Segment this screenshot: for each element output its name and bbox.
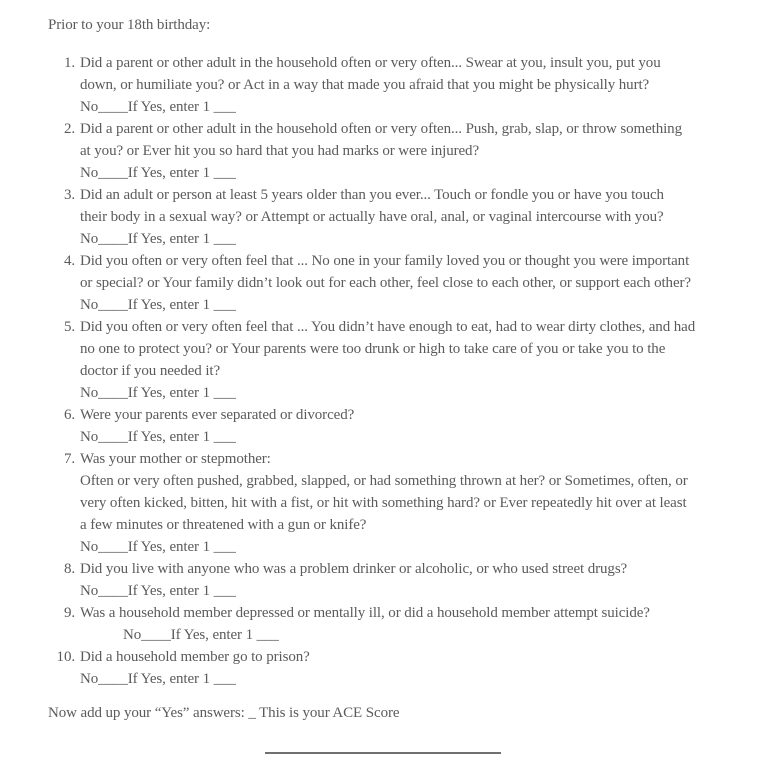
answer-line: No____If Yes, enter 1 ___ — [80, 539, 236, 555]
question-item — [48, 316, 761, 404]
question-item — [48, 184, 761, 250]
question-number: 9. — [63, 605, 75, 621]
question-body — [80, 448, 761, 558]
question-text-line: a few minutes or threatened with a gun or knife? — [80, 517, 367, 533]
question-item — [48, 118, 761, 184]
question-text-line: their body in a sexual way? or Attempt or actually have oral, anal, or vaginal intercourse with you? — [80, 209, 664, 225]
question-body — [80, 602, 761, 646]
question-body — [80, 250, 761, 316]
question-text-line: Often or very often pushed, grabbed, slapped, or had something thrown at her? or Sometimes, often, or — [80, 473, 688, 489]
question-item — [48, 52, 761, 118]
question-text-line: Did a household member go to prison? — [80, 649, 310, 665]
question-number: 2. — [63, 121, 75, 137]
question-text-line: Was a household member depressed or mentally ill, or did a household member attempt suicide? — [80, 605, 650, 621]
question-text-line: Did a parent or other adult in the household often or very often... Swear at you, insult you, put you — [80, 55, 661, 71]
question-text-line: at you? or Ever hit you so hard that you had marks or were injured? — [80, 143, 480, 159]
question-item — [48, 602, 761, 646]
question-text-line: very often kicked, bitten, hit with a fist, or hit with something hard? or Ever repeatedly hit over at least — [80, 495, 687, 511]
question-body — [80, 646, 761, 690]
question-number: 6. — [63, 407, 75, 423]
question-body — [80, 118, 761, 184]
question-item — [48, 250, 761, 316]
question-text-line: or special? or Your family didn’t look out for each other, feel close to each other, or support each other? — [80, 275, 691, 291]
question-text-line: Did a parent or other adult in the household often or very often... Push, grab, slap, or throw something — [80, 121, 682, 137]
question-item — [48, 404, 761, 448]
question-body — [80, 316, 761, 404]
question-text-line: Did you live with anyone who was a problem drinker or alcoholic, or who used street drugs? — [80, 561, 628, 577]
answer-line: No____If Yes, enter 1 ___ — [80, 385, 236, 401]
answer-line: No____If Yes, enter 1 ___ — [80, 297, 236, 313]
question-number: 4. — [63, 253, 75, 269]
answer-line: No____If Yes, enter 1 ___ — [80, 231, 236, 247]
ace-score-underline — [265, 752, 501, 754]
question-number: 10. — [56, 649, 75, 665]
answer-line: No____If Yes, enter 1 ___ — [80, 429, 236, 445]
question-item — [48, 448, 761, 558]
question-body — [80, 184, 761, 250]
question-number: 1. — [63, 55, 75, 71]
question-body — [80, 404, 761, 448]
questions-list — [48, 52, 761, 690]
question-text-line: down, or humiliate you? or Act in a way that made you afraid that you might be physically hurt? — [80, 77, 650, 93]
question-text-line: Was your mother or stepmother: — [80, 451, 271, 467]
page-title: Prior to your 18th birthday: — [48, 17, 211, 33]
answer-line: No____If Yes, enter 1 ___ — [80, 583, 236, 599]
question-item — [48, 646, 761, 690]
question-number: 5. — [63, 319, 75, 335]
question-text-line: Did an adult or person at least 5 years older than you ever... Touch or fondle you or have you touch — [80, 187, 664, 203]
answer-line: No____If Yes, enter 1 ___ — [80, 99, 236, 115]
question-text-line: Did you often or very often feel that ... You didn’t have enough to eat, had to wear dirty clothes, and had — [80, 319, 696, 335]
question-number: 8. — [63, 561, 75, 577]
question-item — [48, 558, 761, 602]
answer-line: No____If Yes, enter 1 ___ — [80, 165, 236, 181]
answer-line: No____If Yes, enter 1 ___ — [80, 671, 236, 687]
question-text-line: Were your parents ever separated or divorced? — [80, 407, 355, 423]
question-number: 3. — [63, 187, 75, 203]
question-text-line: no one to protect you? or Your parents were too drunk or high to take care of you or take you to the — [80, 341, 666, 357]
answer-line: No____If Yes, enter 1 ___ — [123, 627, 279, 643]
question-body — [80, 558, 761, 602]
question-body — [80, 52, 761, 118]
question-number: 7. — [63, 451, 75, 467]
ace-score-summary: Now add up your “Yes” answers: _ This is your ACE Score — [48, 705, 400, 721]
question-text-line: Did you often or very often feel that ... No one in your family loved you or thought you were important — [80, 253, 690, 269]
question-text-line: doctor if you needed it? — [80, 363, 221, 379]
